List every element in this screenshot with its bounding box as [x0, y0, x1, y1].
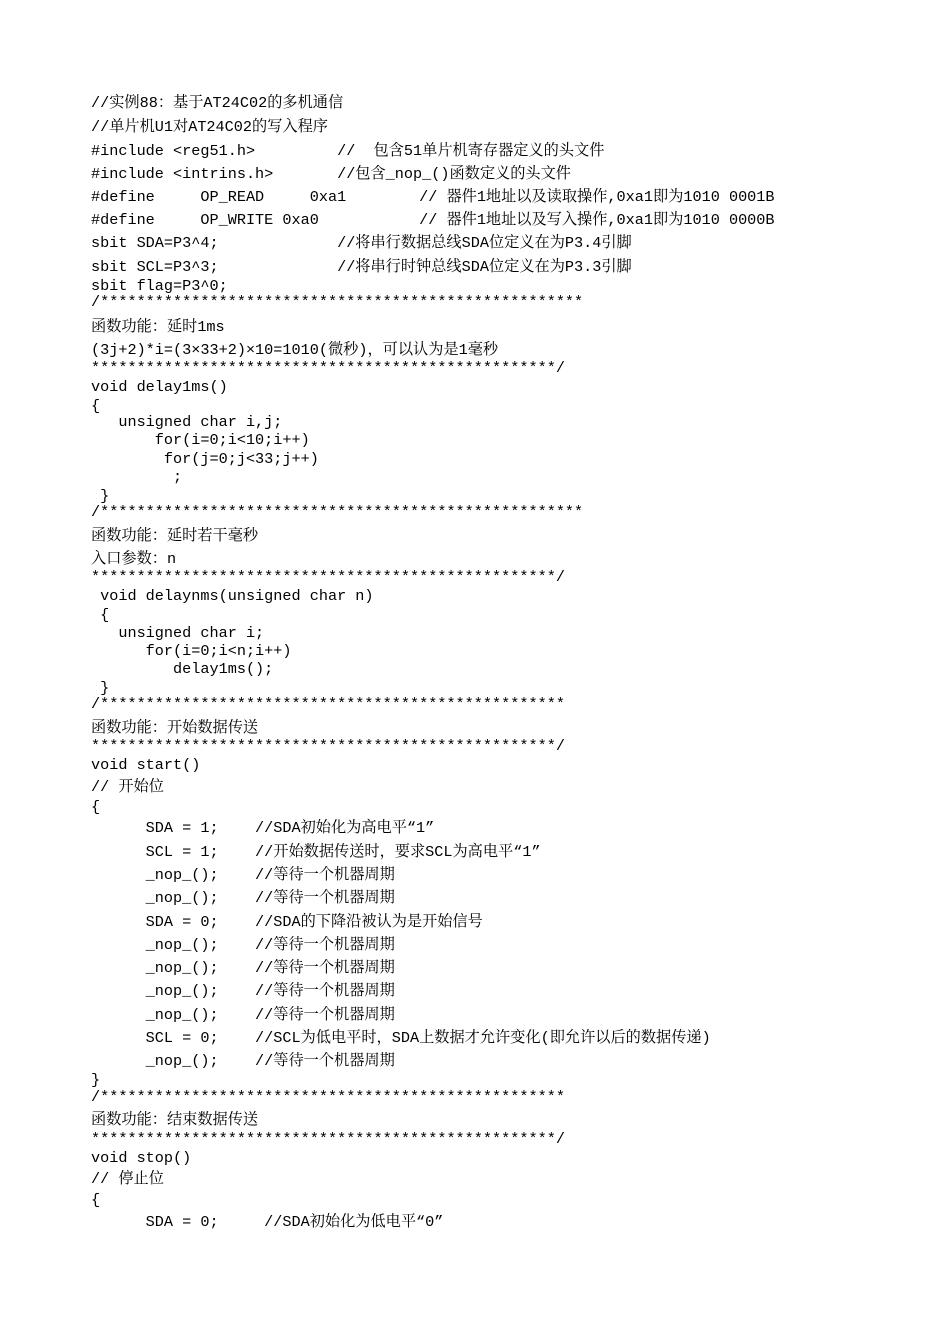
- code-line: _nop_(); //等待一个机器周期: [91, 866, 395, 884]
- code-line: SCL = 0; //SCL为低电平时，SDA上数据才允许变化(即允许以后的数据传递): [91, 1029, 711, 1047]
- code-line: }: [91, 487, 110, 505]
- code-line: }: [91, 1071, 101, 1089]
- code-line: for(i=0;i<n;i++): [91, 642, 292, 660]
- code-line: delay1ms();: [91, 660, 274, 678]
- code-line: _nop_(); //等待一个机器周期: [91, 889, 395, 907]
- code-line: sbit SCL=P3^3; //将串行时钟总线SDA位定义在为P3.3引脚: [91, 258, 632, 276]
- code-line: {: [91, 798, 101, 816]
- code-line: unsigned char i,j;: [91, 413, 283, 431]
- code-line: unsigned char i;: [91, 624, 265, 642]
- code-line: _nop_(); //等待一个机器周期: [91, 982, 395, 1000]
- code-line: /***************************************************: [91, 1088, 565, 1106]
- code-line: _nop_(); //等待一个机器周期: [91, 1052, 395, 1070]
- code-line: void delaynms(unsigned char n): [91, 587, 374, 605]
- code-line: (3j+2)*i=(3×33+2)×10=1010(微秒)，可以认为是1毫秒: [91, 341, 499, 359]
- code-line: void start(): [91, 756, 201, 774]
- code-line: ***************************************************/: [91, 1130, 565, 1148]
- code-line: /*****************************************************: [91, 293, 584, 311]
- code-line: #define OP_READ 0xa1 // 器件1地址以及读取操作,0xa1即为1010 0001B: [91, 188, 775, 206]
- code-line: // 停止位: [91, 1170, 164, 1188]
- code-line: //单片机U1对AT24C02的写入程序: [91, 118, 328, 136]
- code-line: {: [91, 397, 101, 415]
- code-line: /***************************************************: [91, 695, 565, 713]
- code-line: _nop_(); //等待一个机器周期: [91, 959, 395, 977]
- code-line: ;: [91, 468, 183, 486]
- code-line: // 开始位: [91, 778, 164, 796]
- code-line: #define OP_WRITE 0xa0 // 器件1地址以及写入操作,0xa1即为1010 0000B: [91, 211, 775, 229]
- code-line: }: [91, 679, 110, 697]
- code-line: sbit flag=P3^0;: [91, 277, 228, 295]
- code-line: #include <intrins.h> //包含_nop_()函数定义的头文件: [91, 165, 571, 183]
- code-line: /*****************************************************: [91, 503, 584, 521]
- code-line: 函数功能：延时1ms: [91, 318, 225, 336]
- code-line: 函数功能：开始数据传送: [91, 719, 259, 737]
- code-line: sbit SDA=P3^4; //将串行数据总线SDA位定义在为P3.4引脚: [91, 234, 632, 252]
- code-line: #include <reg51.h> // 包含51单片机寄存器定义的头文件: [91, 142, 605, 160]
- code-line: 函数功能：结束数据传送: [91, 1111, 259, 1129]
- code-line: ***************************************************/: [91, 568, 565, 586]
- code-line: _nop_(); //等待一个机器周期: [91, 1006, 395, 1024]
- code-line: SCL = 1; //开始数据传送时，要求SCL为高电平“1”: [91, 843, 541, 861]
- code-line: 入口参数：n: [91, 550, 177, 568]
- code-line: SDA = 1; //SDA初始化为高电平“1”: [91, 819, 435, 837]
- code-line: //实例88：基于AT24C02的多机通信: [91, 94, 344, 112]
- code-line: {: [91, 606, 110, 624]
- code-line: _nop_(); //等待一个机器周期: [91, 936, 395, 954]
- code-line: void stop(): [91, 1149, 192, 1167]
- code-line: SDA = 0; //SDA的下降沿被认为是开始信号: [91, 913, 483, 931]
- code-line: 函数功能：延时若干毫秒: [91, 527, 259, 545]
- code-line: void delay1ms(): [91, 378, 228, 396]
- code-line: for(i=0;i<10;i++): [91, 431, 310, 449]
- code-line: ***************************************************/: [91, 737, 565, 755]
- code-line: SDA = 0; //SDA初始化为低电平“0”: [91, 1213, 444, 1231]
- code-line: for(j=0;j<33;j++): [91, 450, 319, 468]
- code-line: ***************************************************/: [91, 359, 565, 377]
- code-line: {: [91, 1191, 101, 1209]
